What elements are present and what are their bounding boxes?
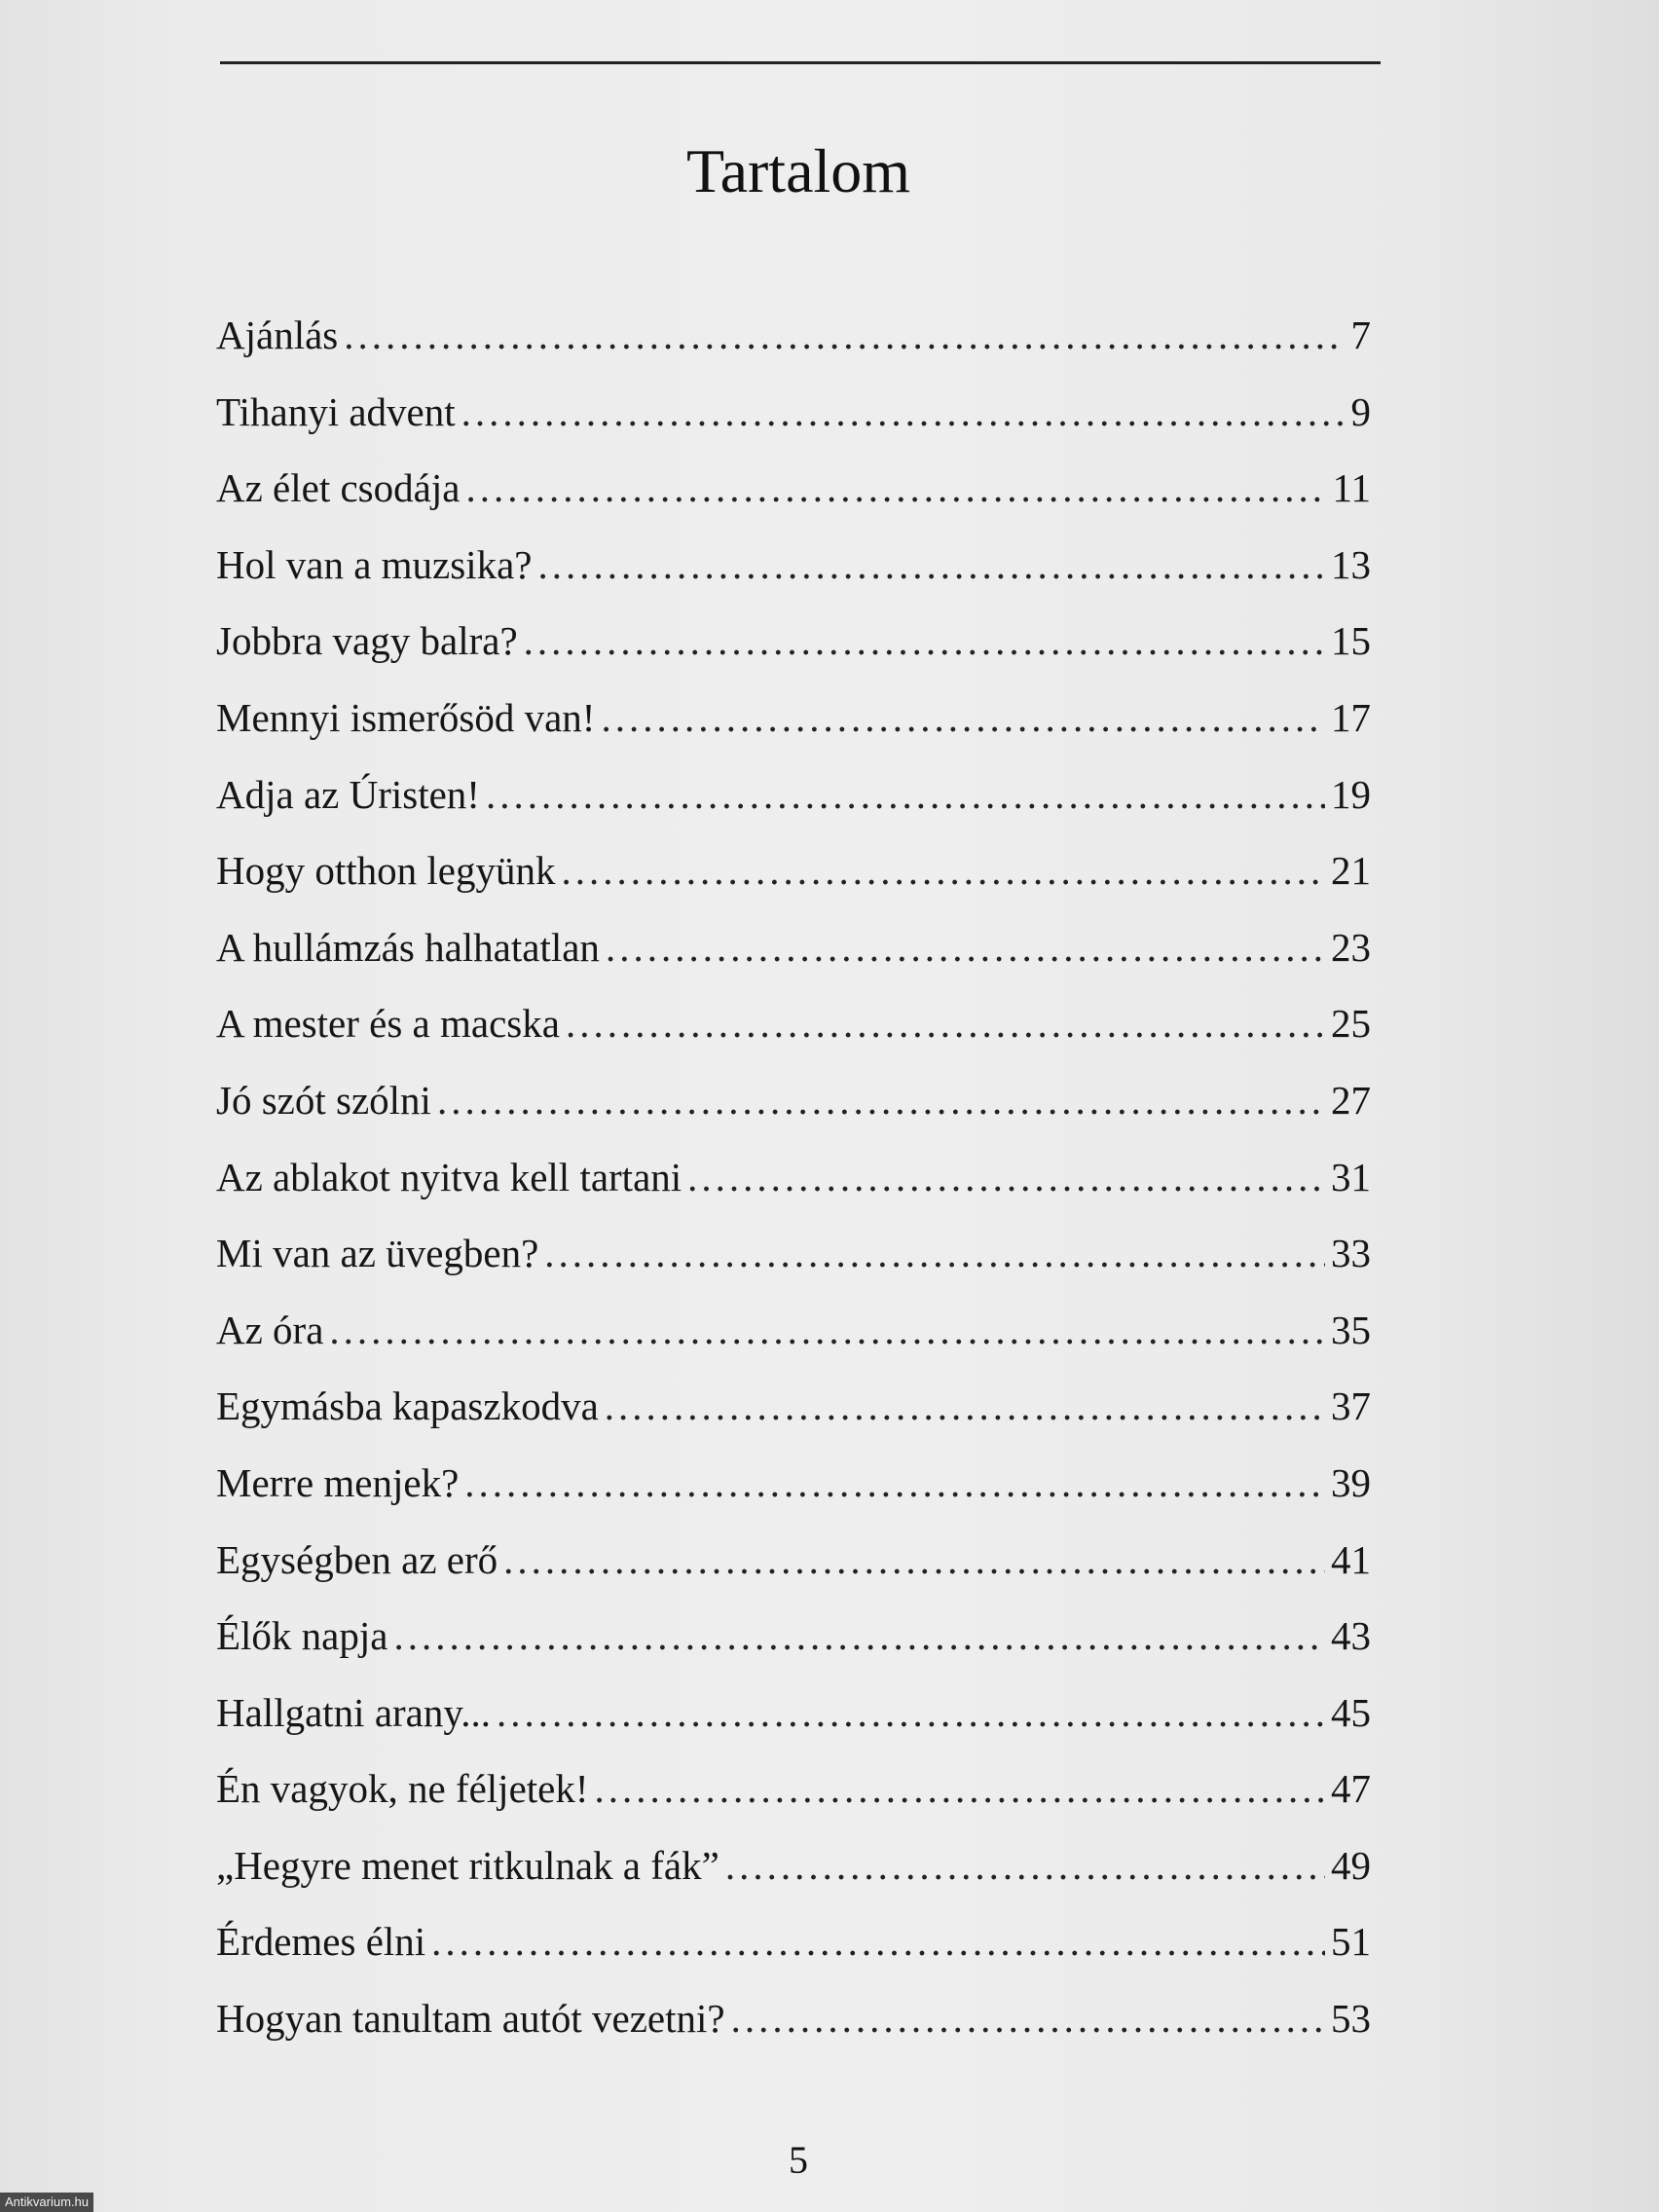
- toc-entry: [216, 1912, 1371, 1989]
- toc-entry-title: Jó szót szólni: [216, 1077, 431, 1123]
- toc-dot-leader: [329, 1301, 1325, 1359]
- toc-entry-title: Tihanyi advent: [216, 388, 456, 434]
- toc-dot-leader: [393, 1606, 1325, 1665]
- toc-dot-leader: [606, 918, 1325, 977]
- toc-entry: [216, 1530, 1371, 1607]
- toc-entry: [216, 1071, 1371, 1148]
- toc-entry: [216, 306, 1371, 383]
- toc-entry: [216, 1224, 1371, 1301]
- toc-dot-leader: [605, 1377, 1325, 1435]
- toc-dot-leader: [344, 306, 1345, 364]
- toc-entry-title: Adja az Úristen!: [216, 771, 480, 817]
- toc-entry-page: 47: [1331, 1766, 1371, 1812]
- toc-entry-title: Érdemes élni: [216, 1919, 426, 1965]
- toc-entry: [216, 383, 1371, 460]
- toc-dot-leader: [465, 459, 1326, 517]
- toc-entry: [216, 535, 1371, 612]
- toc-entry-page: 31: [1331, 1154, 1371, 1199]
- toc-entry-page: 11: [1332, 465, 1371, 511]
- toc-entry-page: 17: [1331, 694, 1371, 740]
- top-rule: [220, 61, 1381, 64]
- page-title: Tartalom: [685, 136, 911, 205]
- toc-entry-title: Mennyi ismerősöd van!: [216, 694, 596, 740]
- toc-dot-leader: [566, 994, 1325, 1052]
- toc-entry: [216, 994, 1371, 1071]
- toc-dot-leader: [464, 1454, 1325, 1512]
- toc-entry-page: 19: [1331, 771, 1371, 817]
- toc-entry-page: 15: [1331, 618, 1371, 664]
- toc-entry-page: 27: [1331, 1077, 1371, 1123]
- toc-dot-leader: [725, 1836, 1325, 1895]
- toc-entry-page: 35: [1331, 1307, 1371, 1352]
- toc-dot-leader: [524, 611, 1325, 670]
- toc-dot-leader: [687, 1148, 1325, 1206]
- toc-dot-leader: [731, 1989, 1325, 2047]
- toc-entry: [216, 1148, 1371, 1225]
- toc-dot-leader: [601, 688, 1325, 747]
- toc-entry-title: Az élet csodája: [216, 465, 461, 511]
- toc-entry: [216, 1989, 1371, 2066]
- toc-entry: [216, 1377, 1371, 1454]
- toc-entry-title: Hol van a muzsika?: [216, 541, 533, 587]
- watermark: Antikvarium.hu: [0, 2193, 93, 2212]
- toc-entry-title: Én vagyok, ne féljetek!: [216, 1766, 589, 1812]
- toc-entry-page: 51: [1331, 1919, 1371, 1965]
- toc-entry: [216, 1683, 1371, 1760]
- toc-dot-leader: [486, 765, 1325, 824]
- toc-dot-leader: [544, 1224, 1325, 1282]
- toc-entry-title: Egymásba kapaszkodva: [216, 1383, 599, 1429]
- toc-dot-leader: [461, 383, 1346, 441]
- toc-dot-leader: [595, 1759, 1325, 1818]
- toc-entry-page: 43: [1331, 1613, 1371, 1659]
- toc-entry-title: Élők napja: [216, 1613, 388, 1659]
- toc-entry-page: 7: [1350, 313, 1371, 357]
- toc-dot-leader: [537, 535, 1325, 594]
- toc-entry-page: 53: [1331, 1996, 1371, 2042]
- toc-entry-page: 9: [1350, 388, 1371, 434]
- toc-entry-page: 37: [1331, 1383, 1371, 1429]
- toc-entry: [216, 459, 1371, 535]
- toc-entry-title: Hogyan tanultam autót vezetni?: [216, 1996, 725, 2042]
- toc-entry-title: Az óra: [216, 1307, 324, 1352]
- toc-entry: [216, 611, 1371, 688]
- toc-dot-leader: [497, 1683, 1325, 1742]
- toc-entry-page: 45: [1331, 1689, 1371, 1735]
- toc-entry-title: Az ablakot nyitva kell tartani: [216, 1154, 682, 1199]
- toc-entry: [216, 1606, 1371, 1683]
- toc-entry: [216, 1759, 1371, 1836]
- toc-entry: [216, 841, 1371, 918]
- toc-entry-page: 25: [1331, 1001, 1371, 1047]
- toc-entry: [216, 765, 1371, 842]
- toc-entry-title: Hallgatni arany...: [216, 1689, 491, 1735]
- toc-entry-title: Merre menjek?: [216, 1459, 460, 1505]
- toc-entry-title: A mester és a macska: [216, 1001, 560, 1047]
- toc-entry-title: A hullámzás halhatatlan: [216, 924, 600, 970]
- toc-entry-title: Mi van az üvegben?: [216, 1231, 539, 1276]
- toc-entry: [216, 918, 1371, 995]
- toc-dot-leader: [503, 1530, 1325, 1589]
- toc-entry-page: 23: [1331, 924, 1371, 970]
- toc-entry-page: 39: [1331, 1459, 1371, 1505]
- toc-entry-title: Ajánlás: [216, 313, 339, 357]
- toc-entry: [216, 688, 1371, 765]
- toc-entry-title: Jobbra vagy balra?: [216, 618, 518, 664]
- toc-entry-page: 41: [1331, 1536, 1371, 1582]
- toc-entry-title: Egységben az erő: [216, 1536, 498, 1582]
- toc-entry: [216, 1301, 1371, 1378]
- toc-entry-page: 33: [1331, 1231, 1371, 1276]
- page-number: 5: [789, 2138, 808, 2182]
- toc-entry-page: 13: [1331, 541, 1371, 587]
- table-of-contents: [216, 306, 1371, 2066]
- toc-entry-title: „Hegyre menet ritkulnak a fák”: [216, 1842, 719, 1888]
- toc-entry: [216, 1836, 1371, 1913]
- toc-entry-page: 21: [1331, 848, 1371, 894]
- toc-entry: [216, 1454, 1371, 1530]
- toc-dot-leader: [437, 1071, 1325, 1129]
- toc-dot-leader: [561, 841, 1325, 900]
- toc-dot-leader: [431, 1912, 1325, 1971]
- toc-entry-page: 49: [1331, 1842, 1371, 1888]
- toc-entry-title: Hogy otthon legyünk: [216, 848, 556, 894]
